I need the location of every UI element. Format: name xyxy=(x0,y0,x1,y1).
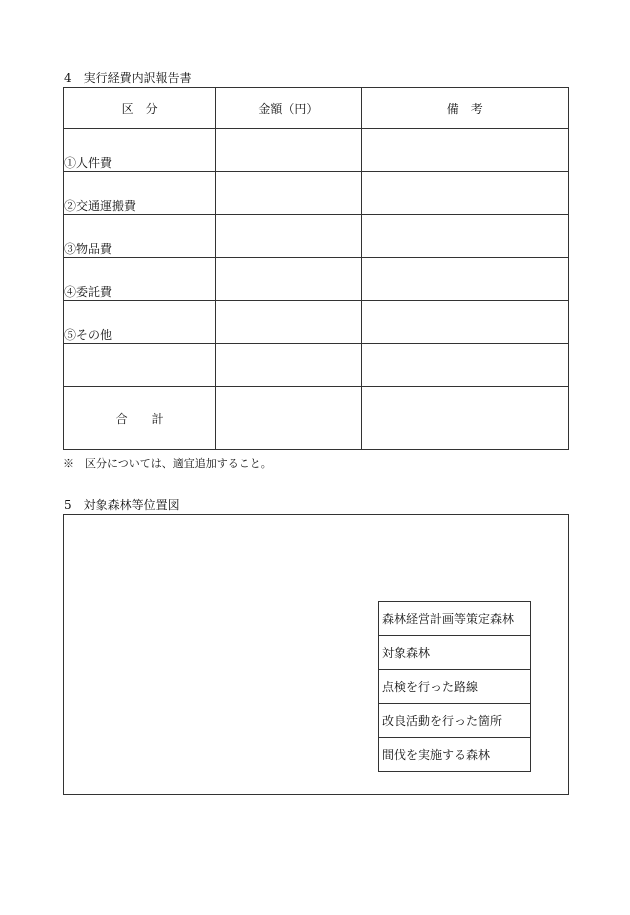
row-label xyxy=(64,344,216,387)
row-label: ④委託費 xyxy=(64,258,216,301)
legend-item-improvement-site: 改良活動を行った箇所 xyxy=(379,704,531,738)
remarks-cell xyxy=(361,215,568,258)
section-5-title: 5 対象森林等位置図 xyxy=(64,498,180,512)
row-label: ③物品費 xyxy=(64,215,216,258)
amount-cell xyxy=(216,301,361,344)
row-label: ②交通運搬費 xyxy=(64,172,216,215)
legend-item-thinning-forest: 間伐を実施する森林 xyxy=(379,738,531,772)
total-remarks-cell xyxy=(361,387,568,450)
total-label: 合 計 xyxy=(64,387,216,450)
table-row xyxy=(64,172,569,215)
amount-cell xyxy=(216,172,361,215)
table-header-row xyxy=(64,88,569,129)
section-4-title: 4 実行経費内訳報告書 xyxy=(64,71,192,85)
remarks-cell xyxy=(361,301,568,344)
amount-cell xyxy=(216,215,361,258)
table-row xyxy=(64,301,569,344)
header-category: 区 分 xyxy=(64,88,216,129)
table-row xyxy=(64,215,569,258)
row-label: ⑤その他 xyxy=(64,301,216,344)
remarks-cell xyxy=(361,258,568,301)
location-map-area xyxy=(63,514,569,795)
table-row xyxy=(64,129,569,172)
remarks-cell xyxy=(361,344,568,387)
amount-cell xyxy=(216,258,361,301)
expense-breakdown-table xyxy=(63,87,569,450)
legend-item-target-forest: 対象森林 xyxy=(379,636,531,670)
total-row xyxy=(64,387,569,450)
remarks-cell xyxy=(361,172,568,215)
remarks-cell xyxy=(361,129,568,172)
row-label: ①人件費 xyxy=(64,129,216,172)
header-amount: 金額（円） xyxy=(216,88,361,129)
legend-item-inspected-route: 点検を行った路線 xyxy=(379,670,531,704)
header-remarks: 備 考 xyxy=(361,88,568,129)
legend-item-planned-forest: 森林経営計画等策定森林 xyxy=(379,602,531,636)
table-row xyxy=(64,258,569,301)
total-amount-cell xyxy=(216,387,361,450)
map-legend xyxy=(378,601,531,772)
amount-cell xyxy=(216,129,361,172)
amount-cell xyxy=(216,344,361,387)
table-note: ※ 区分については、適宜追加すること。 xyxy=(63,457,272,470)
table-row-blank xyxy=(64,344,569,387)
